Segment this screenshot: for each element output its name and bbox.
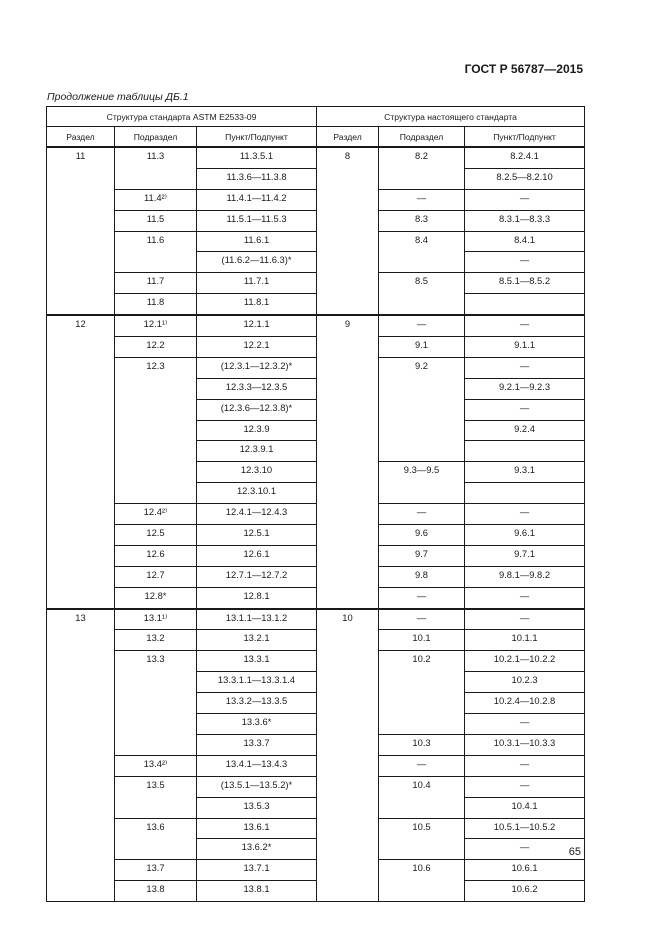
group-header-astm: Структура стандарта ASTM E2533-09 — [47, 107, 317, 127]
table-cell: 13.4.1—13.4.3 — [197, 755, 317, 776]
table-cell: 12.3 — [115, 357, 197, 378]
table-cell: 9.2.1—9.2.3 — [465, 378, 585, 399]
table-cell: 13.5.3 — [197, 797, 317, 818]
table-row — [47, 189, 585, 210]
table-cell: 12.1.1 — [197, 315, 317, 336]
table-row — [47, 860, 585, 881]
table-cell: — — [379, 315, 465, 336]
table-cell: — — [465, 315, 585, 336]
table-cell: 13.3.2—13.3.5 — [197, 693, 317, 714]
table-cell: 13.4²⁾ — [115, 755, 197, 776]
table-cell: 9.3—9.5 — [379, 462, 465, 483]
table-cell — [465, 483, 585, 504]
table-cell — [317, 231, 379, 252]
table-row — [47, 714, 585, 735]
table-row — [47, 210, 585, 231]
table-cell — [47, 294, 115, 315]
table-cell — [47, 776, 115, 797]
table-cell: 11.4.1—11.4.2 — [197, 189, 317, 210]
table-cell: 10.4.1 — [465, 797, 585, 818]
table-cell: 10.2.1—10.2.2 — [465, 651, 585, 672]
table-cell — [317, 420, 379, 441]
table-cell: 13.6.1 — [197, 818, 317, 839]
table-cell — [47, 337, 115, 358]
table-row — [47, 231, 585, 252]
table-cell: 12.2 — [115, 337, 197, 358]
table-cell — [47, 545, 115, 566]
table-cell: 8.5 — [379, 273, 465, 294]
table-row — [47, 294, 585, 315]
table-cell: — — [465, 714, 585, 735]
table-cell: — — [465, 252, 585, 273]
table-cell: 11.5 — [115, 210, 197, 231]
table-cell — [317, 168, 379, 189]
table-cell — [317, 797, 379, 818]
table-row — [47, 693, 585, 714]
table-cell: 11.6.1 — [197, 231, 317, 252]
table-cell: — — [465, 776, 585, 797]
table-cell: 12 — [47, 315, 115, 336]
table-cell: 12.3.9.1 — [197, 441, 317, 462]
table-cell: 11.4²⁾ — [115, 189, 197, 210]
table-cell: 9.8 — [379, 566, 465, 587]
table-cell: — — [379, 609, 465, 630]
table-cell — [379, 441, 465, 462]
table-cell — [379, 797, 465, 818]
table-cell: 12.6.1 — [197, 545, 317, 566]
table-cell — [317, 734, 379, 755]
table-cell: 11.6 — [115, 231, 197, 252]
table-row — [47, 566, 585, 587]
table-row — [47, 483, 585, 504]
table-cell — [115, 462, 197, 483]
table-cell — [47, 525, 115, 546]
table-cell: 10.5 — [379, 818, 465, 839]
table-row — [47, 587, 585, 608]
column-header: Раздел — [317, 127, 379, 148]
table-cell: 11.8 — [115, 294, 197, 315]
table-cell — [379, 420, 465, 441]
table-row — [47, 315, 585, 336]
table-cell: 11.7.1 — [197, 273, 317, 294]
table-cell — [379, 693, 465, 714]
table-cell: (13.5.1—13.5.2)* — [197, 776, 317, 797]
table-cell: 9.1 — [379, 337, 465, 358]
table-cell — [465, 441, 585, 462]
table-cell: 13.3.7 — [197, 734, 317, 755]
table-cell — [317, 441, 379, 462]
column-header: Пункт/Подпункт — [465, 127, 585, 148]
table-cell — [47, 504, 115, 525]
table-row — [47, 525, 585, 546]
table-row — [47, 441, 585, 462]
table-cell: 8.2.5—8.2.10 — [465, 168, 585, 189]
table-cell: — — [465, 504, 585, 525]
table-cell — [317, 378, 379, 399]
table-cell: 12.1¹⁾ — [115, 315, 197, 336]
table-cell: 8.4.1 — [465, 231, 585, 252]
table-cell — [379, 378, 465, 399]
table-cell: 13.7 — [115, 860, 197, 881]
table-cell — [317, 776, 379, 797]
table-cell: 13.3.1 — [197, 651, 317, 672]
table-cell: 10.5.1—10.5.2 — [465, 818, 585, 839]
table-cell: 11.7 — [115, 273, 197, 294]
table-cell — [115, 399, 197, 420]
correspondence-table — [46, 106, 585, 902]
table-cell — [47, 797, 115, 818]
table-cell — [317, 273, 379, 294]
table-cell: (12.3.6—12.3.8)* — [197, 399, 317, 420]
table-cell: 11.8.1 — [197, 294, 317, 315]
table-cell — [317, 294, 379, 315]
table-row — [47, 776, 585, 797]
table-cell: 9.2 — [379, 357, 465, 378]
table-cell: 12.7.1—12.7.2 — [197, 566, 317, 587]
column-header: Подраздел — [379, 127, 465, 148]
table-cell — [379, 881, 465, 902]
table-cell: 13.1¹⁾ — [115, 609, 197, 630]
table-row — [47, 545, 585, 566]
table-cell — [115, 252, 197, 273]
table-cell — [379, 252, 465, 273]
table-cell: 13.8.1 — [197, 881, 317, 902]
column-header: Раздел — [47, 127, 115, 148]
table-cell — [317, 839, 379, 860]
table-cell — [317, 630, 379, 651]
table-cell — [379, 168, 465, 189]
table-cell — [47, 693, 115, 714]
table-cell: 12.8.1 — [197, 587, 317, 608]
table-cell: 10.6.1 — [465, 860, 585, 881]
table-cell: 10.2.3 — [465, 672, 585, 693]
table-cell — [379, 839, 465, 860]
table-cell: 10.2.4—10.2.8 — [465, 693, 585, 714]
table-row — [47, 504, 585, 525]
table-cell: 12.3.10 — [197, 462, 317, 483]
table-cell — [317, 714, 379, 735]
table-cell: 13.2 — [115, 630, 197, 651]
table-row — [47, 734, 585, 755]
table-cell: 12.5.1 — [197, 525, 317, 546]
table-cell: 9 — [317, 315, 379, 336]
table-cell: 10.2 — [379, 651, 465, 672]
table-cell: 10.1.1 — [465, 630, 585, 651]
table-body — [47, 147, 585, 902]
table-cell — [379, 399, 465, 420]
table-cell: 10.3 — [379, 734, 465, 755]
table-row — [47, 839, 585, 860]
table-cell: 13.3 — [115, 651, 197, 672]
table-cell: 10.4 — [379, 776, 465, 797]
table-cell: 9.2.4 — [465, 420, 585, 441]
table-cell — [47, 881, 115, 902]
table-cell: — — [465, 587, 585, 608]
table-cell — [47, 714, 115, 735]
table-cell: 13.5 — [115, 776, 197, 797]
table-cell: — — [465, 839, 585, 860]
table-cell: 9.7.1 — [465, 545, 585, 566]
table-cell — [47, 357, 115, 378]
table-cell — [47, 587, 115, 608]
table-cell — [115, 672, 197, 693]
table-cell — [47, 231, 115, 252]
table-cell — [47, 566, 115, 587]
table-cell — [47, 189, 115, 210]
column-header: Пункт/Подпункт — [197, 127, 317, 148]
table-cell: 12.4.1—12.4.3 — [197, 504, 317, 525]
table-cell — [115, 378, 197, 399]
table-cell: 13.2.1 — [197, 630, 317, 651]
table-cell — [317, 881, 379, 902]
table-cell: 10.6.2 — [465, 881, 585, 902]
table-cell — [379, 672, 465, 693]
table-cell — [115, 483, 197, 504]
table-cell — [317, 399, 379, 420]
table-cell — [47, 860, 115, 881]
table-cell — [317, 462, 379, 483]
table-cell: 9.8.1—9.8.2 — [465, 566, 585, 587]
table-cell — [317, 566, 379, 587]
table-cell — [317, 860, 379, 881]
table-cell — [115, 734, 197, 755]
table-cell: 13.6 — [115, 818, 197, 839]
table-row — [47, 755, 585, 776]
table-cell: 12.4²⁾ — [115, 504, 197, 525]
table-cell — [317, 818, 379, 839]
group-header-national: Структура настоящего стандарта — [317, 107, 585, 127]
table-cell: 11.3.6—11.3.8 — [197, 168, 317, 189]
table-cell: 12.3.9 — [197, 420, 317, 441]
table-cell — [47, 378, 115, 399]
table-cell — [317, 693, 379, 714]
table-cell: — — [465, 755, 585, 776]
table-cell — [317, 337, 379, 358]
table-cell: — — [465, 189, 585, 210]
table-cell — [115, 839, 197, 860]
table-cell: (12.3.1—12.3.2)* — [197, 357, 317, 378]
table-cell — [115, 168, 197, 189]
document-code: ГОСТ Р 56787—2015 — [464, 62, 583, 76]
table-cell: — — [379, 587, 465, 608]
table-cell: 9.6.1 — [465, 525, 585, 546]
table-cell: 10.1 — [379, 630, 465, 651]
table-cell — [47, 273, 115, 294]
table-cell: 8.2 — [379, 147, 465, 168]
table-cell: 11.3.5.1 — [197, 147, 317, 168]
table-cell: — — [465, 609, 585, 630]
table-cell: 13.1.1—13.1.2 — [197, 609, 317, 630]
table-cell — [465, 294, 585, 315]
table-row — [47, 672, 585, 693]
table-cell — [47, 630, 115, 651]
table-cell: — — [465, 399, 585, 420]
table-row — [47, 357, 585, 378]
table-cell — [115, 441, 197, 462]
table-cell — [317, 210, 379, 231]
table-cell: 12.3.10.1 — [197, 483, 317, 504]
table-cell — [115, 693, 197, 714]
table-cell — [379, 483, 465, 504]
table-cell — [47, 818, 115, 839]
table-cell: — — [379, 755, 465, 776]
column-header: Подраздел — [115, 127, 197, 148]
table-cell — [47, 420, 115, 441]
table-row — [47, 651, 585, 672]
table-cell: 13.8 — [115, 881, 197, 902]
table-cell — [47, 672, 115, 693]
table-cell: 13.3.1.1—13.3.1.4 — [197, 672, 317, 693]
table-row — [47, 273, 585, 294]
table-cell — [47, 168, 115, 189]
table-cell — [47, 839, 115, 860]
table-row — [47, 797, 585, 818]
table-cell — [317, 672, 379, 693]
table-cell: 13.7.1 — [197, 860, 317, 881]
table-row — [47, 378, 585, 399]
table-cell — [317, 483, 379, 504]
table-cell — [47, 483, 115, 504]
table-cell — [317, 504, 379, 525]
table-cell — [317, 357, 379, 378]
table-cell: 12.2.1 — [197, 337, 317, 358]
table-cell: 10.3.1—10.3.3 — [465, 734, 585, 755]
table-cell: 8.5.1—8.5.2 — [465, 273, 585, 294]
table-row — [47, 818, 585, 839]
table-cell — [317, 755, 379, 776]
table-cell — [379, 294, 465, 315]
table-row — [47, 147, 585, 168]
table-cell: 9.6 — [379, 525, 465, 546]
table-cell: — — [379, 504, 465, 525]
page-number: 65 — [568, 846, 581, 858]
table-cell — [317, 587, 379, 608]
table-cell — [317, 545, 379, 566]
table-cell: 10.6 — [379, 860, 465, 881]
table-caption: Продолжение таблицы ДБ.1 — [47, 91, 189, 103]
table-row — [47, 252, 585, 273]
table-cell: 13.3.6* — [197, 714, 317, 735]
table-cell — [115, 420, 197, 441]
table-cell: 13.6.2* — [197, 839, 317, 860]
table-cell — [47, 210, 115, 231]
table-cell: 8 — [317, 147, 379, 168]
table-cell — [47, 651, 115, 672]
table-cell: 8.2.4.1 — [465, 147, 585, 168]
table-cell: 8.3 — [379, 210, 465, 231]
table-cell — [47, 734, 115, 755]
table-cell: 9.7 — [379, 545, 465, 566]
table-cell: 12.7 — [115, 566, 197, 587]
table-row — [47, 399, 585, 420]
table-cell: — — [465, 357, 585, 378]
table-row — [47, 630, 585, 651]
table-cell: 9.3.1 — [465, 462, 585, 483]
table-cell — [47, 399, 115, 420]
table-cell: 8.4 — [379, 231, 465, 252]
table-cell: 10 — [317, 609, 379, 630]
table-cell — [317, 189, 379, 210]
table-row — [47, 168, 585, 189]
table-cell: 12.5 — [115, 525, 197, 546]
table-row — [47, 881, 585, 902]
table-cell: 8.3.1—8.3.3 — [465, 210, 585, 231]
table-cell — [317, 252, 379, 273]
table-cell: 11.3 — [115, 147, 197, 168]
table-row — [47, 462, 585, 483]
table-row — [47, 337, 585, 358]
table-row — [47, 609, 585, 630]
table-cell — [47, 755, 115, 776]
table-cell: 12.3.3—12.3.5 — [197, 378, 317, 399]
table-cell: 12.6 — [115, 545, 197, 566]
table-cell — [317, 651, 379, 672]
table-cell: 12.8* — [115, 587, 197, 608]
table-cell: 9.1.1 — [465, 337, 585, 358]
table-cell: 11.5.1—11.5.3 — [197, 210, 317, 231]
table-cell — [379, 714, 465, 735]
table-cell — [115, 714, 197, 735]
table-cell — [47, 441, 115, 462]
table-cell — [47, 462, 115, 483]
table-cell — [47, 252, 115, 273]
table-cell: 13 — [47, 609, 115, 630]
table-cell: 11 — [47, 147, 115, 168]
table-cell: (11.6.2—11.6.3)* — [197, 252, 317, 273]
table-row — [47, 420, 585, 441]
table-cell — [115, 797, 197, 818]
table-cell — [317, 525, 379, 546]
table-cell: — — [379, 189, 465, 210]
